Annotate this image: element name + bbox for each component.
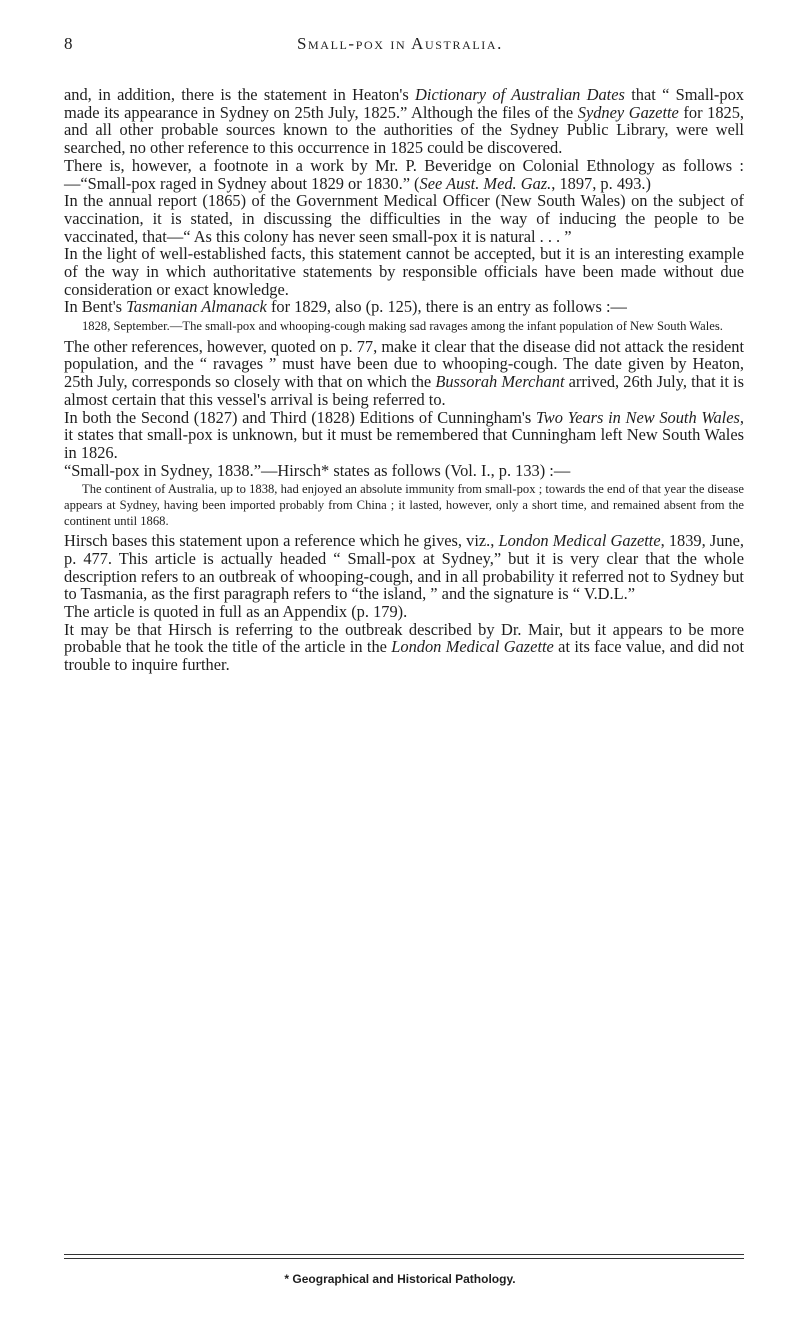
footnote-rule bbox=[64, 1254, 744, 1255]
paragraph: In Bent's Tasmanian Almanack for 1829, also (p. 125), there is an entry as follows :— bbox=[64, 297, 627, 317]
footnote: * Geographical and Historical Pathology. bbox=[284, 1272, 516, 1286]
paragraph: Hirsch bases this statement upon a reference which he gives, viz., London Medical Gazette, 1839, June, p. 477. This article is actually headed “ Small-pox at Sydney,” but it is very clear that the whole description refers to an outbreak of whooping-cough, and in all probability it referred not to Sydney but to Tasmania, as the first paragraph refers to “the island, ” and the signature is “ V.D.L.” bbox=[64, 531, 744, 604]
paragraph: In the annual report (1865) of the Government Medical Officer (New South Wales) on the subject of vaccination, it is stated, in discussing the difficulties in the way of inducing the people to be vaccinated, that—“ As this colony has never seen small-pox it is natural . . . ” bbox=[64, 191, 744, 246]
paragraph: The other references, however, quoted on p. 77, make it clear that the disease did not attack the resident population, and the “ ravages ” must have been due to whooping-cough. The date given by Heaton, 25th July, corresponds so closely with that on which the Bussorah Merchant arrived, 26th July, that it is almost certain that this vessel's arrival is being referred to. bbox=[64, 336, 744, 409]
body-text bbox=[64, 86, 744, 674]
block-quote: 1828, September.—The small-pox and whooping-cough making sad ravages among the infant population of New South Wales. bbox=[82, 319, 723, 334]
page-number: 8 bbox=[64, 34, 73, 53]
paragraph: and, in addition, there is the statement in Heaton's Dictionary of Australian Dates that “ Small-pox made its appearance in Sydney on 25th July, 1825.” Although the files of the Sydney Gazette for 1825, and all other probable sources known to the authorities of the Sydney Public Library, were well searched, no other reference to this occurrence in 1825 could be discovered. bbox=[64, 85, 745, 158]
paragraph: It may be that Hirsch is referring to the outbreak described by Dr. Mair, but it appears to be more probable that he took the title of the article in the London Medical Gazette at its face value, and did not trouble to inquire further. bbox=[64, 619, 745, 675]
running-title: Small-pox in Australia. bbox=[296, 34, 503, 53]
paragraph: In both the Second (1827) and Third (1828) Editions of Cunningham's Two Years in New South Wales, it states that small-pox is unknown, but it must be remembered that Cunningham left New South Wales in 1826. bbox=[64, 407, 744, 462]
paragraph: In the light of well-established facts, this statement cannot be accepted, but it is an interesting example of the way in which authoritative statements by responsible officials have been made without due consideration or exact knowledge. bbox=[64, 244, 744, 299]
footnote-rule bbox=[64, 1258, 744, 1259]
paragraph: The article is quoted in full as an Appendix (p. 179). bbox=[64, 601, 408, 621]
paragraph: “Small-pox in Sydney, 1838.”—Hirsch* states as follows (Vol. I., p. 133) :— bbox=[64, 460, 571, 480]
block-quote: The continent of Australia, up to 1838, had enjoyed an absolute immunity from small-pox ; towards the end of that year the disease appears at Sydney, having been imported probably from China ; it lasted, however, only a short time, and remained absent from the continent until 1868. bbox=[64, 482, 744, 528]
paragraph: There is, however, a footnote in a work by Mr. P. Beveridge on Colonial Ethnology as follows :—“Small-pox raged in Sydney about 1829 or 1830.” (See Aust. Med. Gaz., 1897, p. 493.) bbox=[64, 155, 744, 193]
